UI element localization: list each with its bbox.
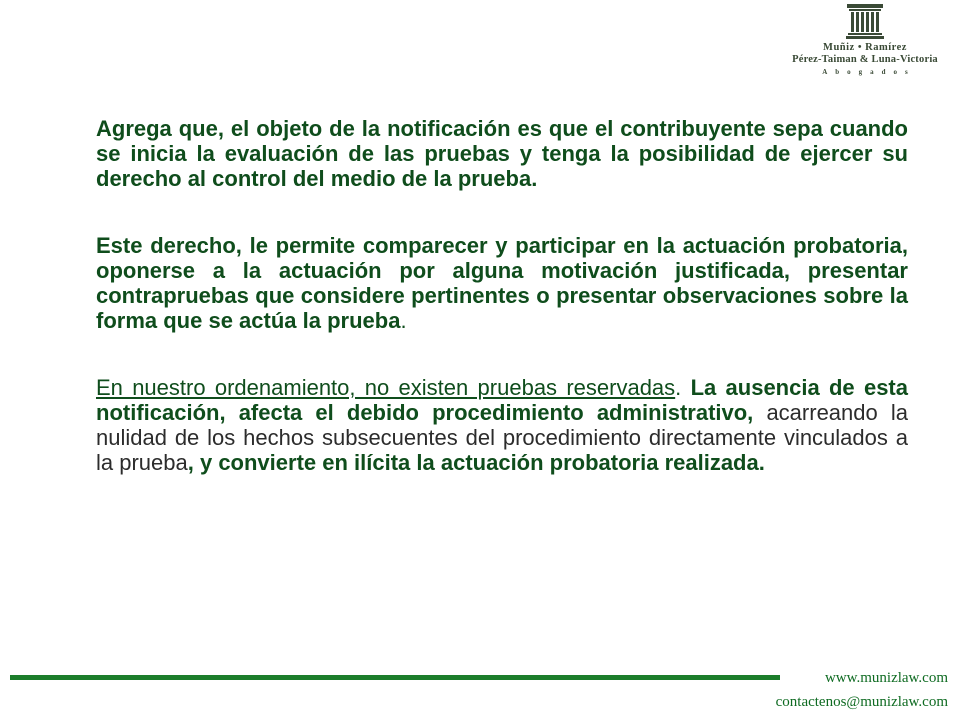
paragraph-3-regular: acarreando la nulidad de los hechos subsecuentes del procedimiento directamente vinculados a la prueba: [96, 400, 908, 475]
firm-name-line2: Pérez-Taiman & Luna-Victoria: [792, 54, 938, 65]
paragraph-2: [96, 233, 908, 333]
firm-name-line1: Muñiz • Ramírez: [823, 42, 907, 53]
firm-logo: [775, 4, 955, 77]
paragraph-1: [96, 116, 908, 191]
paragraph-3: [96, 375, 908, 475]
body-text: [96, 116, 908, 475]
website-link[interactable]: www.munizlaw.com: [824, 670, 948, 686]
firm-subtitle: Abogados: [822, 68, 916, 76]
paragraph-3-underlined: En nuestro ordenamiento, no existen pruebas reservadas: [96, 375, 676, 400]
footer-divider: [10, 675, 780, 680]
paragraph-2-period: .: [400, 308, 407, 333]
email-link[interactable]: contactenos@munizlaw.com: [775, 694, 948, 710]
paragraph-3-separator: .: [675, 375, 691, 400]
paragraph-3-bold: La ausencia de esta notificación, afecta el debido procedimiento administrativo,: [96, 375, 908, 425]
paragraph-2-text: Este derecho, le permite comparecer y participar en la actuación probatoria, oponerse a la actuación por alguna motivación justificada, presentar contrapruebas que considere pertinentes o presentar observaciones sobre la forma que se actúa la prueba: [96, 233, 908, 333]
building-columns-icon: [845, 4, 885, 40]
footer-contact: [776, 666, 948, 714]
paragraph-3-bold-end: , y convierte en ilícita la actuación probatoria realizada.: [187, 450, 765, 475]
paragraph-1-text: Agrega que, el objeto de la notificación es que el contribuyente sepa cuando se inicia la evaluación de las pruebas y tenga la posibilidad de ejercer su derecho al control del medio de la prueba.: [96, 116, 908, 191]
